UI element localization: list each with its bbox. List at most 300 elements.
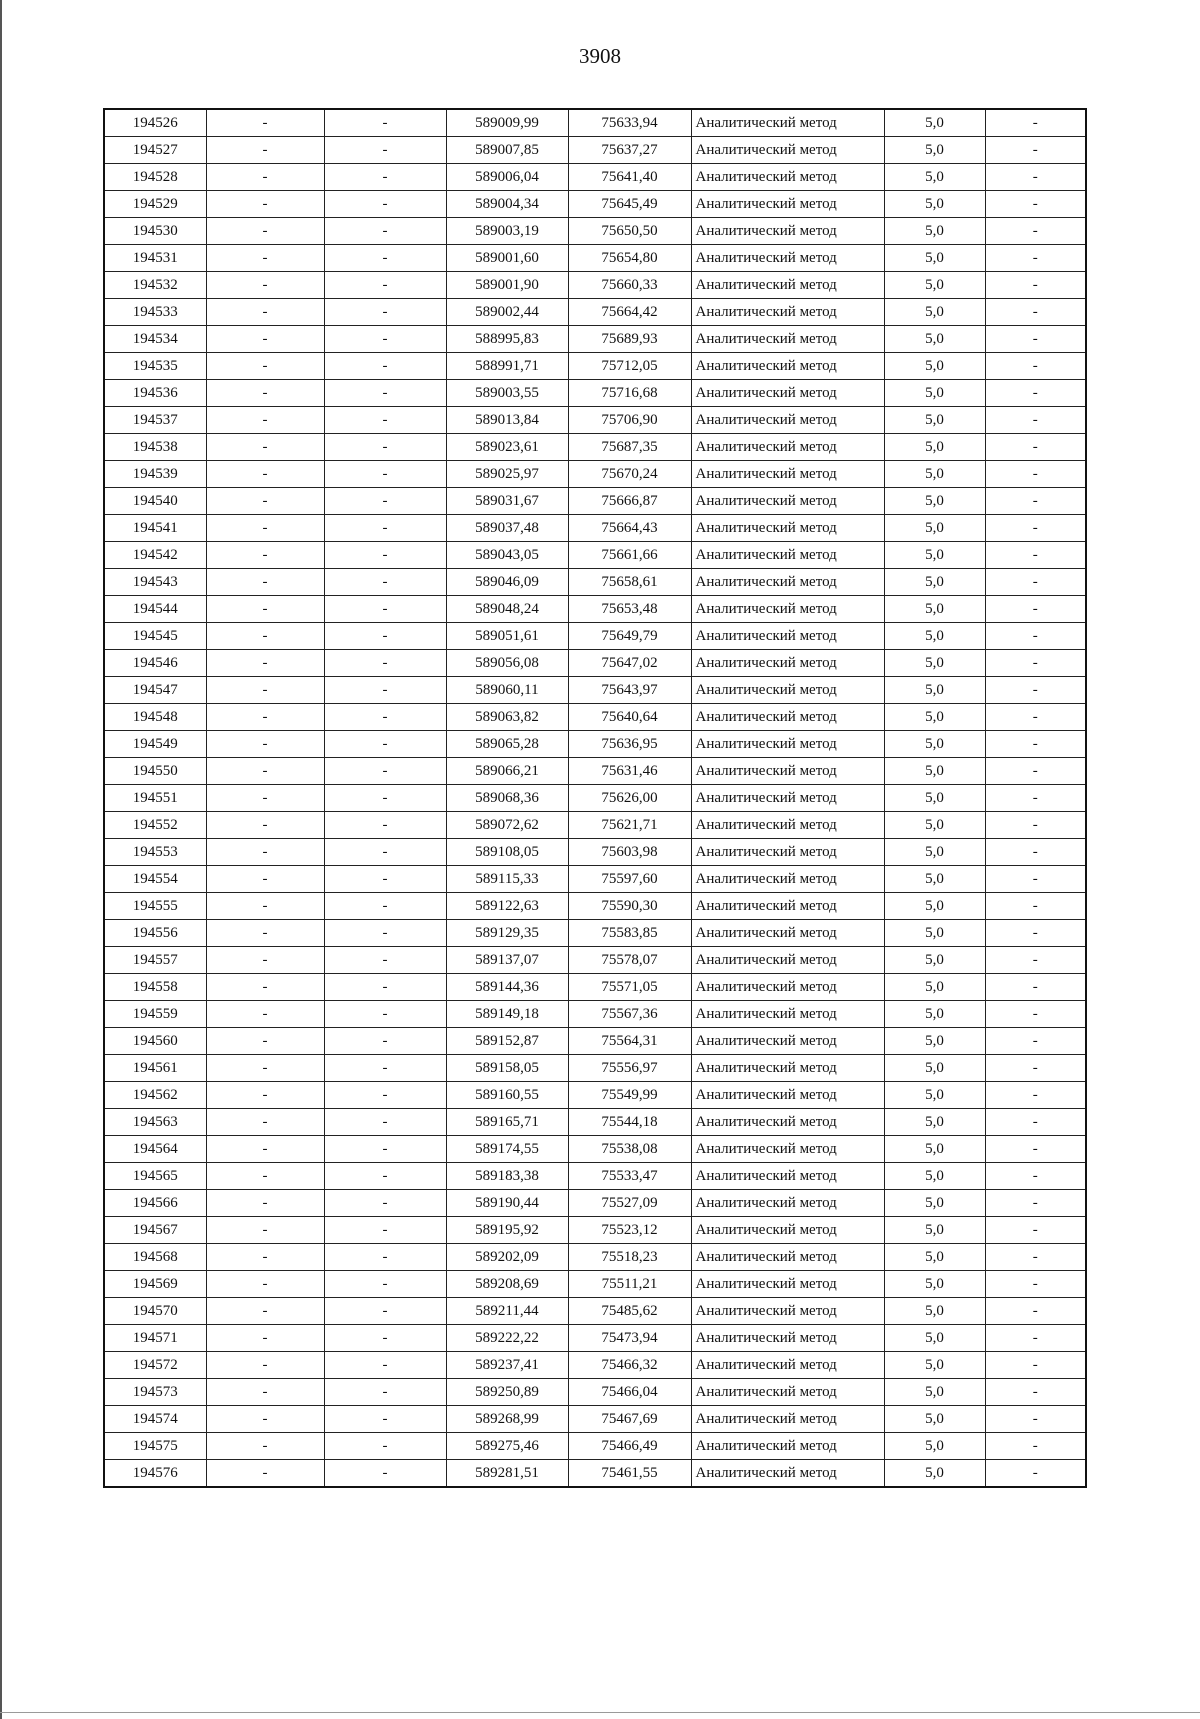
cell-x-coordinate: 589023,61: [446, 434, 568, 461]
cell-point-number: 194541: [104, 515, 206, 542]
cell-method: Аналитический метод: [691, 1028, 884, 1055]
cell-blank-y: -: [324, 488, 446, 515]
cell-blank-x: -: [206, 109, 324, 137]
cell-method: Аналитический метод: [691, 1163, 884, 1190]
cell-x-coordinate: 589202,09: [446, 1244, 568, 1271]
cell-accuracy: 5,0: [884, 245, 985, 272]
cell-accuracy: 5,0: [884, 1298, 985, 1325]
coordinates-table: [103, 108, 1087, 1488]
cell-point-number: 194560: [104, 1028, 206, 1055]
cell-x-coordinate: 588995,83: [446, 326, 568, 353]
cell-method: Аналитический метод: [691, 704, 884, 731]
cell-note: -: [985, 623, 1086, 650]
cell-x-coordinate: 589060,11: [446, 677, 568, 704]
cell-blank-y: -: [324, 515, 446, 542]
cell-y-coordinate: 75473,94: [568, 1325, 691, 1352]
cell-blank-x: -: [206, 353, 324, 380]
cell-point-number: 194533: [104, 299, 206, 326]
cell-y-coordinate: 75654,80: [568, 245, 691, 272]
cell-y-coordinate: 75641,40: [568, 164, 691, 191]
cell-blank-y: -: [324, 299, 446, 326]
cell-y-coordinate: 75649,79: [568, 623, 691, 650]
cell-y-coordinate: 75511,21: [568, 1271, 691, 1298]
cell-accuracy: 5,0: [884, 1325, 985, 1352]
cell-y-coordinate: 75461,55: [568, 1460, 691, 1488]
cell-accuracy: 5,0: [884, 1406, 985, 1433]
cell-note: -: [985, 866, 1086, 893]
cell-method: Аналитический метод: [691, 461, 884, 488]
cell-x-coordinate: 589025,97: [446, 461, 568, 488]
table-row: [104, 1109, 1086, 1136]
cell-x-coordinate: 589149,18: [446, 1001, 568, 1028]
cell-method: Аналитический метод: [691, 1082, 884, 1109]
table-row: [104, 1433, 1086, 1460]
cell-note: -: [985, 299, 1086, 326]
cell-y-coordinate: 75650,50: [568, 218, 691, 245]
cell-note: -: [985, 650, 1086, 677]
cell-method: Аналитический метод: [691, 920, 884, 947]
cell-accuracy: 5,0: [884, 1190, 985, 1217]
table-row: [104, 272, 1086, 299]
cell-accuracy: 5,0: [884, 1352, 985, 1379]
table-row: [104, 218, 1086, 245]
table-row: [104, 974, 1086, 1001]
table-row: [104, 1352, 1086, 1379]
cell-method: Аналитический метод: [691, 596, 884, 623]
cell-point-number: 194544: [104, 596, 206, 623]
cell-blank-y: -: [324, 974, 446, 1001]
cell-accuracy: 5,0: [884, 1001, 985, 1028]
table-row: [104, 1190, 1086, 1217]
cell-blank-y: -: [324, 650, 446, 677]
cell-blank-x: -: [206, 1082, 324, 1109]
cell-y-coordinate: 75603,98: [568, 839, 691, 866]
cell-x-coordinate: 589003,55: [446, 380, 568, 407]
cell-y-coordinate: 75466,32: [568, 1352, 691, 1379]
cell-blank-y: -: [324, 353, 446, 380]
table-row: [104, 299, 1086, 326]
cell-blank-x: -: [206, 1109, 324, 1136]
cell-blank-x: -: [206, 677, 324, 704]
table-row: [104, 488, 1086, 515]
cell-accuracy: 5,0: [884, 353, 985, 380]
cell-x-coordinate: 589002,44: [446, 299, 568, 326]
cell-accuracy: 5,0: [884, 164, 985, 191]
cell-blank-y: -: [324, 164, 446, 191]
cell-blank-x: -: [206, 299, 324, 326]
cell-accuracy: 5,0: [884, 947, 985, 974]
table-row: [104, 1379, 1086, 1406]
cell-note: -: [985, 1379, 1086, 1406]
table-row: [104, 542, 1086, 569]
scan-border-bottom: [0, 1712, 1200, 1713]
cell-accuracy: 5,0: [884, 272, 985, 299]
cell-y-coordinate: 75523,12: [568, 1217, 691, 1244]
cell-blank-y: -: [324, 677, 446, 704]
cell-accuracy: 5,0: [884, 299, 985, 326]
cell-method: Аналитический метод: [691, 974, 884, 1001]
table-row: [104, 434, 1086, 461]
cell-blank-x: -: [206, 1298, 324, 1325]
table-row: [104, 407, 1086, 434]
cell-point-number: 194563: [104, 1109, 206, 1136]
cell-blank-y: -: [324, 569, 446, 596]
cell-blank-y: -: [324, 272, 446, 299]
cell-x-coordinate: 589160,55: [446, 1082, 568, 1109]
cell-note: -: [985, 1325, 1086, 1352]
table-row: [104, 731, 1086, 758]
cell-point-number: 194526: [104, 109, 206, 137]
cell-x-coordinate: 589208,69: [446, 1271, 568, 1298]
cell-y-coordinate: 75660,33: [568, 272, 691, 299]
cell-method: Аналитический метод: [691, 326, 884, 353]
cell-accuracy: 5,0: [884, 1271, 985, 1298]
cell-x-coordinate: 589066,21: [446, 758, 568, 785]
cell-y-coordinate: 75658,61: [568, 569, 691, 596]
cell-y-coordinate: 75712,05: [568, 353, 691, 380]
cell-point-number: 194540: [104, 488, 206, 515]
cell-blank-x: -: [206, 1217, 324, 1244]
cell-x-coordinate: 589190,44: [446, 1190, 568, 1217]
cell-blank-x: -: [206, 866, 324, 893]
scan-border-left: [0, 0, 2, 1719]
cell-method: Аналитический метод: [691, 866, 884, 893]
cell-blank-x: -: [206, 1460, 324, 1488]
cell-blank-y: -: [324, 461, 446, 488]
table-row: [104, 623, 1086, 650]
cell-method: Аналитический метод: [691, 1136, 884, 1163]
cell-blank-x: -: [206, 812, 324, 839]
table-row: [104, 1055, 1086, 1082]
cell-blank-x: -: [206, 704, 324, 731]
cell-x-coordinate: 589165,71: [446, 1109, 568, 1136]
cell-accuracy: 5,0: [884, 731, 985, 758]
cell-y-coordinate: 75544,18: [568, 1109, 691, 1136]
cell-accuracy: 5,0: [884, 1028, 985, 1055]
cell-point-number: 194537: [104, 407, 206, 434]
cell-blank-y: -: [324, 218, 446, 245]
cell-accuracy: 5,0: [884, 893, 985, 920]
cell-x-coordinate: 589268,99: [446, 1406, 568, 1433]
cell-method: Аналитический метод: [691, 1190, 884, 1217]
cell-y-coordinate: 75626,00: [568, 785, 691, 812]
table-row: [104, 1244, 1086, 1271]
cell-x-coordinate: 589003,19: [446, 218, 568, 245]
cell-method: Аналитический метод: [691, 272, 884, 299]
cell-y-coordinate: 75661,66: [568, 542, 691, 569]
table-row: [104, 785, 1086, 812]
cell-blank-x: -: [206, 191, 324, 218]
cell-y-coordinate: 75533,47: [568, 1163, 691, 1190]
cell-x-coordinate: 589063,82: [446, 704, 568, 731]
cell-accuracy: 5,0: [884, 839, 985, 866]
table-row: [104, 1271, 1086, 1298]
table-row: [104, 1136, 1086, 1163]
cell-method: Аналитический метод: [691, 677, 884, 704]
table-row: [104, 164, 1086, 191]
cell-blank-x: -: [206, 164, 324, 191]
cell-accuracy: 5,0: [884, 1055, 985, 1082]
cell-method: Аналитический метод: [691, 434, 884, 461]
cell-note: -: [985, 1298, 1086, 1325]
cell-method: Аналитический метод: [691, 569, 884, 596]
cell-note: -: [985, 1001, 1086, 1028]
cell-point-number: 194573: [104, 1379, 206, 1406]
cell-note: -: [985, 1055, 1086, 1082]
cell-point-number: 194566: [104, 1190, 206, 1217]
cell-accuracy: 5,0: [884, 515, 985, 542]
cell-y-coordinate: 75716,68: [568, 380, 691, 407]
cell-method: Аналитический метод: [691, 1298, 884, 1325]
cell-blank-x: -: [206, 1244, 324, 1271]
table-row: [104, 839, 1086, 866]
cell-y-coordinate: 75689,93: [568, 326, 691, 353]
cell-blank-x: -: [206, 1055, 324, 1082]
cell-accuracy: 5,0: [884, 569, 985, 596]
cell-y-coordinate: 75556,97: [568, 1055, 691, 1082]
cell-method: Аналитический метод: [691, 137, 884, 164]
cell-note: -: [985, 839, 1086, 866]
cell-note: -: [985, 164, 1086, 191]
cell-accuracy: 5,0: [884, 407, 985, 434]
cell-blank-x: -: [206, 272, 324, 299]
cell-blank-x: -: [206, 515, 324, 542]
cell-point-number: 194574: [104, 1406, 206, 1433]
cell-method: Аналитический метод: [691, 1352, 884, 1379]
cell-point-number: 194575: [104, 1433, 206, 1460]
cell-note: -: [985, 920, 1086, 947]
cell-accuracy: 5,0: [884, 677, 985, 704]
cell-method: Аналитический метод: [691, 1460, 884, 1488]
cell-note: -: [985, 515, 1086, 542]
table-row: [104, 109, 1086, 137]
cell-blank-y: -: [324, 704, 446, 731]
cell-note: -: [985, 272, 1086, 299]
cell-point-number: 194571: [104, 1325, 206, 1352]
cell-y-coordinate: 75645,49: [568, 191, 691, 218]
cell-x-coordinate: 589108,05: [446, 839, 568, 866]
cell-point-number: 194546: [104, 650, 206, 677]
table-row: [104, 596, 1086, 623]
cell-y-coordinate: 75527,09: [568, 1190, 691, 1217]
cell-accuracy: 5,0: [884, 461, 985, 488]
cell-blank-y: -: [324, 920, 446, 947]
cell-method: Аналитический метод: [691, 758, 884, 785]
table-row: [104, 1082, 1086, 1109]
cell-note: -: [985, 1217, 1086, 1244]
cell-blank-y: -: [324, 947, 446, 974]
cell-accuracy: 5,0: [884, 866, 985, 893]
cell-x-coordinate: 589174,55: [446, 1136, 568, 1163]
cell-blank-y: -: [324, 1001, 446, 1028]
cell-accuracy: 5,0: [884, 1433, 985, 1460]
cell-blank-y: -: [324, 839, 446, 866]
cell-point-number: 194565: [104, 1163, 206, 1190]
table-row: [104, 245, 1086, 272]
cell-blank-y: -: [324, 731, 446, 758]
cell-y-coordinate: 75466,49: [568, 1433, 691, 1460]
cell-blank-x: -: [206, 137, 324, 164]
cell-method: Аналитический метод: [691, 299, 884, 326]
cell-x-coordinate: 589006,04: [446, 164, 568, 191]
table-row: [104, 1325, 1086, 1352]
cell-x-coordinate: 589013,84: [446, 407, 568, 434]
cell-point-number: 194542: [104, 542, 206, 569]
cell-note: -: [985, 542, 1086, 569]
cell-y-coordinate: 75636,95: [568, 731, 691, 758]
cell-point-number: 194543: [104, 569, 206, 596]
table-row: [104, 758, 1086, 785]
cell-method: Аналитический метод: [691, 1109, 884, 1136]
cell-x-coordinate: 589222,22: [446, 1325, 568, 1352]
cell-x-coordinate: 589065,28: [446, 731, 568, 758]
cell-blank-x: -: [206, 1136, 324, 1163]
cell-y-coordinate: 75466,04: [568, 1379, 691, 1406]
cell-blank-x: -: [206, 1325, 324, 1352]
cell-accuracy: 5,0: [884, 1244, 985, 1271]
cell-blank-x: -: [206, 1163, 324, 1190]
table-row: [104, 1460, 1086, 1488]
cell-x-coordinate: 589072,62: [446, 812, 568, 839]
cell-blank-x: -: [206, 1352, 324, 1379]
cell-y-coordinate: 75564,31: [568, 1028, 691, 1055]
cell-point-number: 194561: [104, 1055, 206, 1082]
cell-note: -: [985, 947, 1086, 974]
cell-x-coordinate: 589281,51: [446, 1460, 568, 1488]
cell-y-coordinate: 75647,02: [568, 650, 691, 677]
cell-blank-x: -: [206, 893, 324, 920]
cell-note: -: [985, 326, 1086, 353]
cell-accuracy: 5,0: [884, 704, 985, 731]
cell-method: Аналитический метод: [691, 1271, 884, 1298]
cell-blank-x: -: [206, 596, 324, 623]
cell-blank-x: -: [206, 461, 324, 488]
table-row: [104, 1217, 1086, 1244]
cell-note: -: [985, 1433, 1086, 1460]
cell-point-number: 194576: [104, 1460, 206, 1488]
cell-blank-y: -: [324, 785, 446, 812]
page-number: 3908: [579, 44, 621, 68]
cell-accuracy: 5,0: [884, 218, 985, 245]
cell-blank-y: -: [324, 1082, 446, 1109]
cell-point-number: 194555: [104, 893, 206, 920]
cell-point-number: 194538: [104, 434, 206, 461]
cell-x-coordinate: 589137,07: [446, 947, 568, 974]
cell-blank-x: -: [206, 407, 324, 434]
cell-blank-y: -: [324, 1460, 446, 1488]
cell-blank-y: -: [324, 893, 446, 920]
cell-point-number: 194551: [104, 785, 206, 812]
cell-point-number: 194568: [104, 1244, 206, 1271]
table-row: [104, 893, 1086, 920]
cell-y-coordinate: 75643,97: [568, 677, 691, 704]
table-row: [104, 1406, 1086, 1433]
cell-note: -: [985, 1028, 1086, 1055]
cell-y-coordinate: 75549,99: [568, 1082, 691, 1109]
cell-note: -: [985, 1163, 1086, 1190]
cell-x-coordinate: 589237,41: [446, 1352, 568, 1379]
cell-blank-y: -: [324, 191, 446, 218]
cell-blank-x: -: [206, 1190, 324, 1217]
cell-x-coordinate: 589195,92: [446, 1217, 568, 1244]
cell-point-number: 194532: [104, 272, 206, 299]
cell-blank-x: -: [206, 731, 324, 758]
cell-method: Аналитический метод: [691, 191, 884, 218]
cell-x-coordinate: 589037,48: [446, 515, 568, 542]
cell-blank-x: -: [206, 1001, 324, 1028]
cell-y-coordinate: 75664,42: [568, 299, 691, 326]
cell-note: -: [985, 191, 1086, 218]
cell-blank-y: -: [324, 434, 446, 461]
cell-blank-y: -: [324, 109, 446, 137]
cell-method: Аналитический метод: [691, 380, 884, 407]
cell-accuracy: 5,0: [884, 785, 985, 812]
cell-point-number: 194527: [104, 137, 206, 164]
cell-blank-x: -: [206, 1379, 324, 1406]
cell-method: Аналитический метод: [691, 839, 884, 866]
cell-blank-x: -: [206, 245, 324, 272]
cell-x-coordinate: 589144,36: [446, 974, 568, 1001]
cell-method: Аналитический метод: [691, 1433, 884, 1460]
cell-accuracy: 5,0: [884, 1460, 985, 1488]
cell-x-coordinate: 589056,08: [446, 650, 568, 677]
cell-note: -: [985, 731, 1086, 758]
cell-blank-y: -: [324, 1244, 446, 1271]
cell-blank-y: -: [324, 1433, 446, 1460]
cell-y-coordinate: 75631,46: [568, 758, 691, 785]
cell-method: Аналитический метод: [691, 542, 884, 569]
cell-x-coordinate: 589068,36: [446, 785, 568, 812]
cell-blank-y: -: [324, 1055, 446, 1082]
cell-method: Аналитический метод: [691, 245, 884, 272]
cell-point-number: 194539: [104, 461, 206, 488]
cell-x-coordinate: 589046,09: [446, 569, 568, 596]
table-row: [104, 1298, 1086, 1325]
cell-point-number: 194559: [104, 1001, 206, 1028]
cell-y-coordinate: 75571,05: [568, 974, 691, 1001]
cell-point-number: 194529: [104, 191, 206, 218]
cell-blank-x: -: [206, 785, 324, 812]
table-row: [104, 1163, 1086, 1190]
cell-point-number: 194534: [104, 326, 206, 353]
cell-note: -: [985, 137, 1086, 164]
cell-note: -: [985, 1082, 1086, 1109]
cell-method: Аналитический метод: [691, 1406, 884, 1433]
cell-accuracy: 5,0: [884, 1217, 985, 1244]
cell-accuracy: 5,0: [884, 812, 985, 839]
table-row: [104, 569, 1086, 596]
cell-blank-y: -: [324, 1217, 446, 1244]
cell-x-coordinate: 589275,46: [446, 1433, 568, 1460]
cell-note: -: [985, 596, 1086, 623]
cell-accuracy: 5,0: [884, 650, 985, 677]
cell-x-coordinate: 589004,34: [446, 191, 568, 218]
cell-point-number: 194572: [104, 1352, 206, 1379]
cell-blank-y: -: [324, 623, 446, 650]
cell-blank-y: -: [324, 1406, 446, 1433]
cell-blank-y: -: [324, 407, 446, 434]
table-row: [104, 650, 1086, 677]
cell-accuracy: 5,0: [884, 1136, 985, 1163]
cell-point-number: 194535: [104, 353, 206, 380]
cell-method: Аналитический метод: [691, 893, 884, 920]
cell-method: Аналитический метод: [691, 785, 884, 812]
cell-x-coordinate: 589009,99: [446, 109, 568, 137]
cell-point-number: 194549: [104, 731, 206, 758]
cell-method: Аналитический метод: [691, 1055, 884, 1082]
cell-blank-x: -: [206, 1028, 324, 1055]
cell-accuracy: 5,0: [884, 920, 985, 947]
